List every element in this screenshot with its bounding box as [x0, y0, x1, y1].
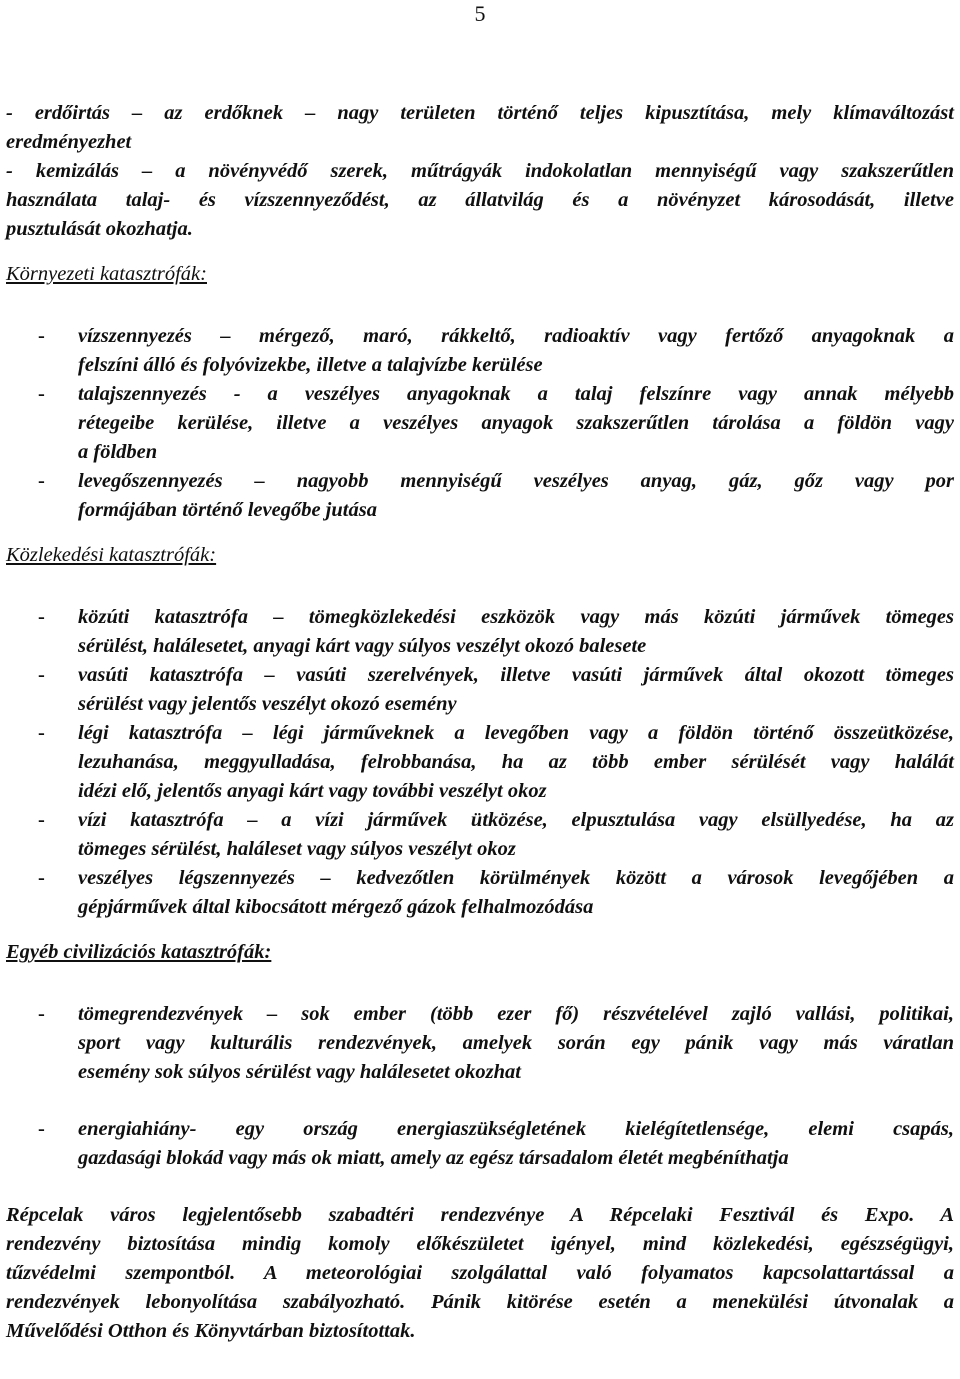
list-dash: - — [38, 470, 45, 492]
text-line: közúti katasztrófa – tömegközlekedési eszközök vagy más közúti járművek tömeges — [78, 606, 954, 628]
list-item — [6, 719, 954, 806]
text-line: lezuhanása, meggyulladása, felrobbanása, ha az több ember sérülését vagy halálát — [78, 751, 954, 773]
text-line: energiahiány- egy ország energiaszükségletének kielégítetlensége, elemi csapás, — [78, 1118, 954, 1140]
text-line: pusztulását okozhatja. — [6, 218, 193, 240]
text-line: Répcelak város legjelentősebb szabadtéri rendezvénye A Répcelaki Fesztivál és Expo. A — [6, 1204, 954, 1226]
text-line: gazdasági blokád vagy más ok miatt, amely az egész társadalom életét megbéníthatja — [78, 1147, 789, 1169]
text-line: légi katasztrófa – légi járműveknek a levegőben vagy a földön történő összeütközése, — [78, 722, 954, 744]
text-line: tűzvédelmi szempontból. A meteorológiai szolgálattal való folyamatos kapcsolattartással a — [6, 1262, 954, 1284]
text-line: formájában történő levegőbe jutása — [78, 499, 377, 521]
text-line: esemény sok súlyos sérülést vagy halálesetet okozhat — [78, 1061, 522, 1083]
intro-paragraph — [6, 99, 954, 244]
list-item — [6, 1115, 954, 1173]
text-line: veszélyes légszennyezés – kedvezőtlen körülmények között a városok levegőjében a — [78, 867, 954, 889]
text-line: - erdőirtás – az erdőknek – nagy területen történő teljes kipusztítása, mely klímaváltozást — [6, 102, 954, 124]
text-line: talajszennyezés - a veszélyes anyagoknak a talaj felszínre vagy annak mélyebb — [78, 383, 954, 405]
text-line: idézi elő, jelentős anyagi kárt vagy további veszélyt okoz — [78, 780, 547, 802]
text-line: felszíni álló és folyóvizekbe, illetve a talajvízbe kerülése — [78, 354, 543, 376]
text-line: rétegeibe kerülése, illetve a veszélyes anyagok szakszerűtlen tárolása a földön vagy — [78, 412, 954, 434]
text-line: vízi katasztrófa – a vízi járművek ütközése, elpusztulása vagy elsüllyedése, ha az — [78, 809, 954, 831]
section-heading-transport: Közlekedési katasztrófák: — [6, 544, 217, 566]
list-item — [6, 467, 954, 525]
list-dash: - — [38, 383, 45, 405]
text-line: eredményezhet — [6, 131, 132, 153]
list-dash: - — [38, 1003, 45, 1025]
document-body — [6, 99, 954, 1346]
text-line: sérülést, halálesetet, anyagi kárt vagy súlyos veszélyt okozó balesete — [78, 635, 647, 657]
list-dash: - — [38, 325, 45, 347]
page-number: 5 — [474, 1, 486, 26]
list-item — [6, 661, 954, 719]
text-line: rendezvények lebonyolítása szabályozható. Pánik kitörése esetén a menekülési útvonalak a — [6, 1291, 954, 1313]
text-line: - kemizálás – a növényvédő szerek, műtrágyák indokolatlan mennyiségű vagy szakszerűtlen — [6, 160, 954, 182]
list-dash: - — [38, 606, 45, 628]
text-line: tömeges sérülést, haláleset vagy súlyos veszélyt okoz — [78, 838, 516, 860]
list-dash: - — [38, 1118, 45, 1140]
list-dash: - — [38, 664, 45, 686]
text-line: sport vagy kulturális rendezvények, amelyek során egy pánik vagy más váratlan — [78, 1032, 954, 1054]
text-line: vízszennyezés – mérgező, maró, rákkeltő, radioaktív vagy fertőző anyagoknak a — [78, 325, 954, 347]
text-line: tömegrendezvények – sok ember (több ezer fő) részvételével zajló vallási, politikai, — [78, 1003, 954, 1025]
list-item — [6, 380, 954, 467]
section-heading-environmental: Környezeti katasztrófák: — [6, 263, 207, 285]
text-line: vasúti katasztrófa – vasúti szerelvények, illetve vasúti járművek által okozott tömeges — [78, 664, 954, 686]
text-line: rendezvény biztosítása mindig komoly előkészületet igényel, mind közlekedési, egészségügyi, — [6, 1233, 954, 1255]
closing-paragraph — [6, 1201, 954, 1346]
list-item — [6, 1000, 954, 1087]
section-heading-other: Egyéb civilizációs katasztrófák: — [6, 941, 272, 963]
text-line: Művelődési Otthon és Könyvtárban biztosítottak. — [6, 1320, 416, 1342]
list-item — [6, 864, 954, 922]
list-item — [6, 806, 954, 864]
list-item — [6, 322, 954, 380]
list-item — [6, 603, 954, 661]
list-dash: - — [38, 722, 45, 744]
text-line: gépjárművek által kibocsátott mérgező gázok felhalmozódása — [78, 896, 594, 918]
text-line: levegőszennyezés – nagyobb mennyiségű veszélyes anyag, gáz, gőz vagy por — [78, 470, 954, 492]
text-line: a földben — [78, 441, 158, 463]
text-line: sérülést vagy jelentős veszélyt okozó esemény — [78, 693, 457, 715]
text-line: használata talaj- és vízszennyeződést, az állatvilág és a növényzet károsodását, illetve — [6, 189, 954, 211]
list-dash: - — [38, 867, 45, 889]
list-dash: - — [38, 809, 45, 831]
